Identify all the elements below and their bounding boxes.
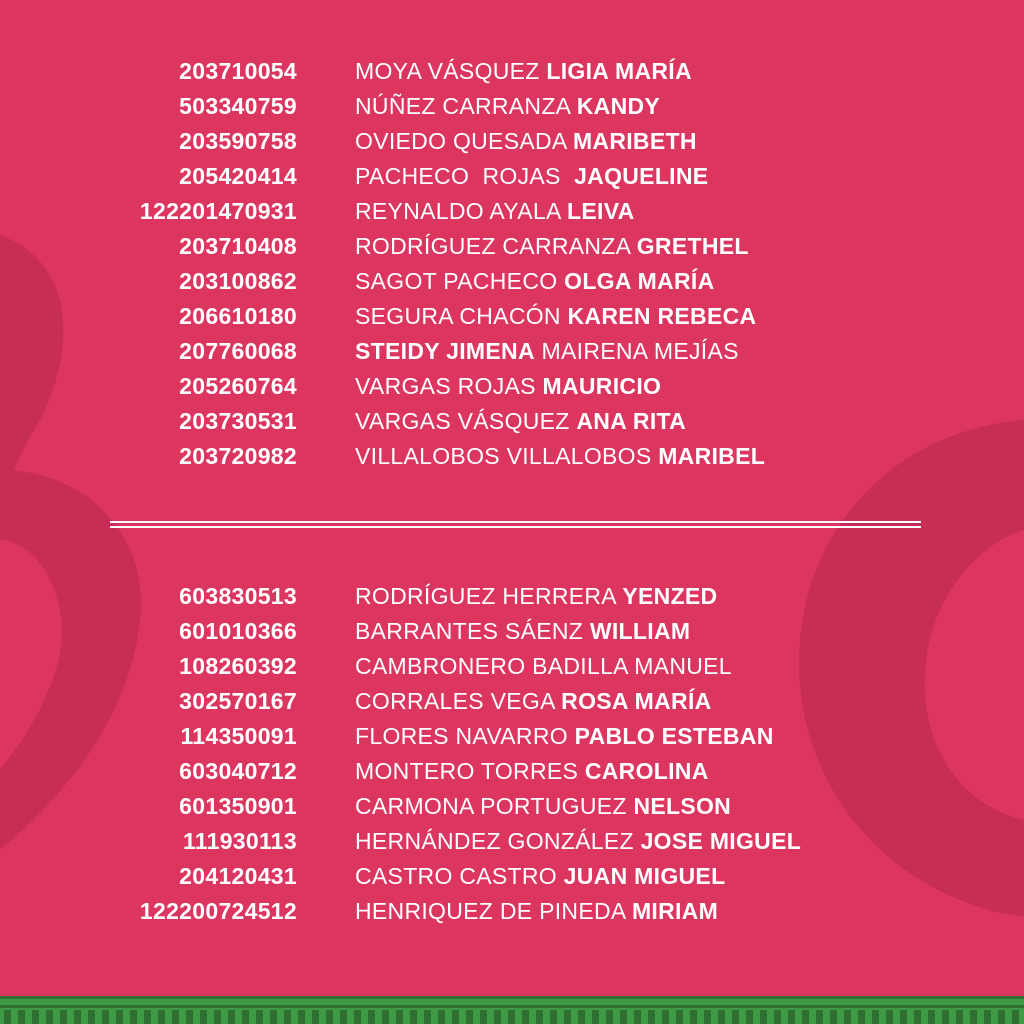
border-tick bbox=[298, 1010, 305, 1024]
name-part: SEGURA CHACÓN bbox=[355, 303, 568, 329]
person-name bbox=[355, 789, 731, 824]
border-tick bbox=[46, 1010, 53, 1024]
name-part: CAMBRONERO BADILLA MANUEL bbox=[355, 653, 732, 679]
id-number: 203710054 bbox=[179, 58, 297, 84]
border-tick bbox=[438, 1010, 445, 1024]
id-number: 206610180 bbox=[179, 303, 297, 329]
border-tick bbox=[270, 1010, 277, 1024]
person-name bbox=[355, 614, 690, 649]
green-patterned-border bbox=[0, 996, 1024, 1024]
border-tick bbox=[676, 1010, 683, 1024]
border-tick bbox=[88, 1010, 95, 1024]
person-name bbox=[355, 579, 717, 614]
name-highlight: CAROLINA bbox=[584, 758, 709, 784]
id-number: 207760068 bbox=[179, 338, 297, 364]
border-tick bbox=[816, 1010, 823, 1024]
id-number: 203730531 bbox=[179, 408, 297, 434]
name-highlight: STEIDY JIMENA bbox=[355, 338, 535, 364]
id-number: 111930113 bbox=[182, 828, 297, 854]
id-number: 601010366 bbox=[179, 618, 297, 644]
border-tick bbox=[4, 1010, 11, 1024]
list-row bbox=[0, 194, 1024, 229]
person-name bbox=[355, 299, 756, 334]
name-highlight: KANDY bbox=[576, 93, 661, 119]
border-tick bbox=[648, 1010, 655, 1024]
border-tick bbox=[984, 1010, 991, 1024]
border-tick bbox=[592, 1010, 599, 1024]
border-tick bbox=[32, 1010, 39, 1024]
list-row bbox=[0, 684, 1024, 719]
person-name bbox=[355, 684, 712, 719]
name-highlight: MAURICIO bbox=[542, 373, 662, 399]
name-highlight: JOSE MIGUEL bbox=[640, 828, 802, 854]
border-tick bbox=[312, 1010, 319, 1024]
border-tick bbox=[774, 1010, 781, 1024]
person-name bbox=[355, 719, 774, 754]
name-part: HERNÁNDEZ GONZÁLEZ bbox=[355, 828, 641, 854]
name-part: PACHECO ROJAS bbox=[355, 163, 575, 189]
border-tick bbox=[662, 1010, 669, 1024]
border-tick bbox=[74, 1010, 81, 1024]
name-part: VARGAS ROJAS bbox=[355, 373, 543, 399]
border-tick bbox=[802, 1010, 809, 1024]
border-tick bbox=[130, 1010, 137, 1024]
border-tick bbox=[284, 1010, 291, 1024]
border-tick bbox=[480, 1010, 487, 1024]
border-tick bbox=[424, 1010, 431, 1024]
name-part: OVIEDO QUESADA bbox=[355, 128, 573, 154]
person-name bbox=[355, 89, 660, 124]
border-tick bbox=[690, 1010, 697, 1024]
person-name bbox=[355, 334, 739, 369]
border-tick bbox=[942, 1010, 949, 1024]
border-tick bbox=[718, 1010, 725, 1024]
border-tick bbox=[186, 1010, 193, 1024]
list-row bbox=[0, 754, 1024, 789]
border-tick bbox=[522, 1010, 529, 1024]
border-tick bbox=[508, 1010, 515, 1024]
border-tick bbox=[704, 1010, 711, 1024]
person-name bbox=[355, 754, 709, 789]
list-row bbox=[0, 54, 1024, 89]
name-highlight: LEIVA bbox=[567, 198, 635, 224]
name-part: VILLALOBOS VILLALOBOS bbox=[355, 443, 659, 469]
list-row bbox=[0, 229, 1024, 264]
id-number: 205260764 bbox=[179, 373, 297, 399]
name-part: MAIRENA MEJÍAS bbox=[534, 338, 739, 364]
registry-list-top bbox=[0, 54, 1024, 474]
id-number: 601350901 bbox=[179, 793, 297, 819]
list-row bbox=[0, 299, 1024, 334]
border-tick bbox=[928, 1010, 935, 1024]
list-row bbox=[0, 369, 1024, 404]
list-row bbox=[0, 124, 1024, 159]
id-number: 114350091 bbox=[180, 723, 297, 749]
name-highlight: JUAN MIGUEL bbox=[563, 863, 726, 889]
border-tick bbox=[536, 1010, 543, 1024]
name-part: BARRANTES SÁENZ bbox=[355, 618, 590, 644]
name-highlight: ANA RITA bbox=[576, 408, 687, 434]
border-tick bbox=[900, 1010, 907, 1024]
name-highlight: ROSA MARÍA bbox=[561, 688, 712, 714]
name-part: CARMONA PORTUGUEZ bbox=[355, 793, 634, 819]
name-part: VARGAS VÁSQUEZ bbox=[355, 408, 577, 434]
name-part: HENRIQUEZ DE PINEDA bbox=[355, 898, 632, 924]
name-part: MOYA VÁSQUEZ bbox=[355, 58, 547, 84]
id-number: 203590758 bbox=[179, 128, 297, 154]
id-number: 122201470931 bbox=[139, 198, 297, 224]
list-row bbox=[0, 579, 1024, 614]
name-part: SAGOT PACHECO bbox=[355, 268, 565, 294]
id-number: 302570167 bbox=[179, 688, 297, 714]
border-tick bbox=[382, 1010, 389, 1024]
name-highlight: JAQUELINE bbox=[574, 163, 709, 189]
person-name bbox=[355, 159, 708, 194]
list-row bbox=[0, 649, 1024, 684]
list-row bbox=[0, 719, 1024, 754]
name-highlight: MIRIAM bbox=[631, 898, 719, 924]
id-number: 603040712 bbox=[179, 758, 297, 784]
person-name bbox=[355, 194, 635, 229]
border-tick bbox=[340, 1010, 347, 1024]
name-highlight: MARIBETH bbox=[572, 128, 697, 154]
id-number: 603830513 bbox=[179, 583, 297, 609]
border-tick bbox=[620, 1010, 627, 1024]
list-row bbox=[0, 894, 1024, 929]
border-tick bbox=[746, 1010, 753, 1024]
name-highlight: NELSON bbox=[633, 793, 732, 819]
list-row bbox=[0, 89, 1024, 124]
list-row bbox=[0, 264, 1024, 299]
border-tick bbox=[914, 1010, 921, 1024]
person-name bbox=[355, 54, 692, 89]
list-row bbox=[0, 614, 1024, 649]
border-tick bbox=[606, 1010, 613, 1024]
border-tick bbox=[564, 1010, 571, 1024]
border-tick bbox=[102, 1010, 109, 1024]
id-number: 108260392 bbox=[179, 653, 297, 679]
border-tick bbox=[116, 1010, 123, 1024]
name-highlight: OLGA MARÍA bbox=[564, 268, 715, 294]
person-name bbox=[355, 649, 732, 684]
person-name bbox=[355, 859, 725, 894]
id-number: 203710408 bbox=[179, 233, 297, 259]
id-number: 205420414 bbox=[179, 163, 297, 189]
id-number: 203720982 bbox=[179, 443, 297, 469]
name-highlight: KAREN REBECA bbox=[567, 303, 757, 329]
name-part: MONTERO TORRES bbox=[355, 758, 585, 784]
name-highlight: MARIBEL bbox=[658, 443, 766, 469]
border-tick bbox=[760, 1010, 767, 1024]
border-tick bbox=[452, 1010, 459, 1024]
list-row bbox=[0, 789, 1024, 824]
border-tick bbox=[326, 1010, 333, 1024]
border-tick bbox=[634, 1010, 641, 1024]
border-tick bbox=[354, 1010, 361, 1024]
border-tick bbox=[494, 1010, 501, 1024]
border-tick bbox=[60, 1010, 67, 1024]
person-name bbox=[355, 264, 714, 299]
border-tick bbox=[158, 1010, 165, 1024]
name-part: RODRÍGUEZ CARRANZA bbox=[355, 233, 637, 259]
border-tick bbox=[242, 1010, 249, 1024]
person-name bbox=[355, 824, 801, 859]
border-tick bbox=[214, 1010, 221, 1024]
person-name bbox=[355, 894, 718, 929]
name-part: CASTRO CASTRO bbox=[355, 863, 564, 889]
id-number: 122200724512 bbox=[139, 898, 297, 924]
name-highlight: PABLO ESTEBAN bbox=[574, 723, 774, 749]
name-part: REYNALDO AYALA bbox=[355, 198, 568, 224]
person-name bbox=[355, 124, 697, 159]
list-row bbox=[0, 159, 1024, 194]
id-number: 203100862 bbox=[179, 268, 297, 294]
border-tick bbox=[858, 1010, 865, 1024]
border-tick bbox=[872, 1010, 879, 1024]
border-tick bbox=[550, 1010, 557, 1024]
border-tick bbox=[172, 1010, 179, 1024]
name-highlight: WILLIAM bbox=[589, 618, 691, 644]
border-tick bbox=[410, 1010, 417, 1024]
border-tick bbox=[886, 1010, 893, 1024]
list-row bbox=[0, 404, 1024, 439]
border-tick bbox=[998, 1010, 1005, 1024]
registry-list-bottom bbox=[0, 579, 1024, 929]
border-top-line bbox=[0, 996, 1024, 999]
border-tick bbox=[144, 1010, 151, 1024]
list-row bbox=[0, 859, 1024, 894]
border-tick bbox=[466, 1010, 473, 1024]
name-part: NÚÑEZ CARRANZA bbox=[355, 93, 577, 119]
border-tick bbox=[368, 1010, 375, 1024]
person-name bbox=[355, 229, 749, 264]
name-part: RODRÍGUEZ HERRERA bbox=[355, 583, 623, 609]
person-name bbox=[355, 369, 661, 404]
id-number: 503340759 bbox=[179, 93, 297, 119]
border-tick bbox=[970, 1010, 977, 1024]
list-row bbox=[0, 334, 1024, 369]
border-mid-line bbox=[0, 1005, 1024, 1008]
name-highlight: YENZED bbox=[622, 583, 718, 609]
name-part: FLORES NAVARRO bbox=[355, 723, 575, 749]
border-tick bbox=[228, 1010, 235, 1024]
border-tick bbox=[396, 1010, 403, 1024]
border-tick bbox=[830, 1010, 837, 1024]
border-tick bbox=[18, 1010, 25, 1024]
border-tick bbox=[256, 1010, 263, 1024]
border-tick bbox=[1012, 1010, 1019, 1024]
id-number: 204120431 bbox=[179, 863, 297, 889]
border-tick bbox=[844, 1010, 851, 1024]
border-tick bbox=[956, 1010, 963, 1024]
border-tick bbox=[788, 1010, 795, 1024]
border-tick bbox=[732, 1010, 739, 1024]
border-tick bbox=[578, 1010, 585, 1024]
name-highlight: GRETHEL bbox=[636, 233, 749, 259]
person-name bbox=[355, 439, 765, 474]
double-line-divider bbox=[110, 521, 921, 528]
name-part: CORRALES VEGA bbox=[355, 688, 562, 714]
list-row bbox=[0, 439, 1024, 474]
name-highlight: LIGIA MARÍA bbox=[546, 58, 692, 84]
list-row bbox=[0, 824, 1024, 859]
border-tick bbox=[200, 1010, 207, 1024]
person-name bbox=[355, 404, 686, 439]
